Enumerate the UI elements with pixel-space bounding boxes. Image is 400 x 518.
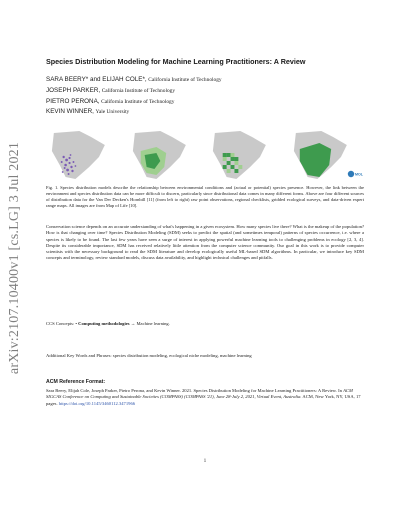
author-affiliation: California Institute of Technology — [101, 98, 175, 105]
paper-title: Species Distribution Modeling for Machine Learning Practitioners: A Review — [46, 57, 306, 66]
author-affiliation: California Institute of Technology — [148, 77, 222, 83]
regional-checklists-map — [127, 127, 204, 182]
reference-heading: ACM Reference Format: — [46, 379, 106, 385]
figure-1 — [46, 127, 364, 182]
figure-caption: Fig. 1. Species distribution models describe the relationship between environmental conditions and (actual or potential) species presence. However, the link between the environment and species distribution data can be more difficult to discern, particularly since distributional data comes in many different forms. Above are four different sources of distribution data for the Van Der Decken's Hornbill [11] (from left to right) raw point observations, regional checklists, gridded ecological surveys, and data-driven expert range maps. All images are from Map of Life [10]. — [46, 185, 364, 208]
gridded-surveys-map — [207, 127, 284, 182]
intro-paragraph: Conservation science depends on an accurate understanding of what's happening in a given ecosystem. How many species live there? What is the makeup of the population? How is that changing over time? Species Distribution Modeling (SDM) seeks to predict the spatial (and sometimes temporal) patterns of species occurrence, i.e. where a species is likely to be found. The last few years have seen a surge of interest in applying powerful machine learning tools to challenging problems in ecology [2, 3, 4]. Despite its considerable importance, SDM has received relatively little attention from the computer science community. Our goal in this work is to provide computer scientists with the necessary background to read the SDM literature and develop ecologically useful ML-based SDM algorithms. In particular, we introduce key SDM concepts and terminology, review standard models, discuss data availability, and highlight technical challenges and pitfalls. — [46, 224, 364, 261]
author-names: SARA BEERY* and ELIJAH COLE*, — [46, 76, 147, 83]
author-names: JOSEPH PARKER, — [46, 86, 101, 94]
author-affiliation: California Institute of Technology — [101, 87, 176, 94]
map-panel-gridded-surveys — [207, 127, 284, 182]
author-names: PIETRO PERONA, — [46, 97, 100, 105]
page-number: 1 — [203, 459, 207, 464]
ccs-bold: Computing methodologies — [78, 321, 130, 326]
reference-format — [46, 388, 364, 407]
point-observations-map — [46, 127, 123, 182]
map-panel-point-observations — [46, 127, 123, 182]
author-list — [46, 75, 364, 118]
map-panel-regional-checklists — [127, 127, 204, 182]
ccs-concepts — [46, 321, 364, 326]
author-names: KEVIN WINNER, — [46, 108, 94, 116]
ccs-prefix: CCS Concepts: • — [46, 321, 77, 326]
logo-text: MOL — [355, 172, 363, 177]
arxiv-id: arXiv:2107.10400v1 [cs.LG] 3 Jul 2021 — [7, 141, 22, 375]
author-line — [46, 97, 364, 108]
doi-link[interactable]: https://doi.org/10.1145/3460112.3471966 — [58, 400, 136, 406]
reference-text: Sara Beery, Elijah Cole, Joseph Parker, Pietro Perona, and Kevin Winner. 2021. Species Distribution Modeling for Machine Learning Practitioners: A Review. In — [46, 388, 344, 393]
arxiv-sidebar — [4, 128, 26, 388]
map-panel-expert-range — [288, 127, 365, 182]
keywords: Additional Key Words and Phrases: species distribution modeling, ecological niche modeling, machine learning — [46, 353, 252, 358]
reference-venue: ACM SIGCAS Conference on Computing and Sustainable Societies (COMPASS) (COMPASS '21), June 28-July 2, 2021, Virtual Event, Australia. — [46, 388, 353, 400]
author-line — [46, 107, 364, 118]
reference-text-2: ACM, New York, NY, USA, 17 pages. — [46, 394, 361, 406]
map-of-life-logo-mark — [347, 169, 361, 179]
author-line — [46, 75, 364, 86]
map-of-life-logo — [347, 169, 361, 179]
author-affiliation: Yale University — [95, 109, 130, 116]
author-line — [46, 86, 364, 97]
ccs-suffix: → Machine learning. — [130, 321, 170, 326]
